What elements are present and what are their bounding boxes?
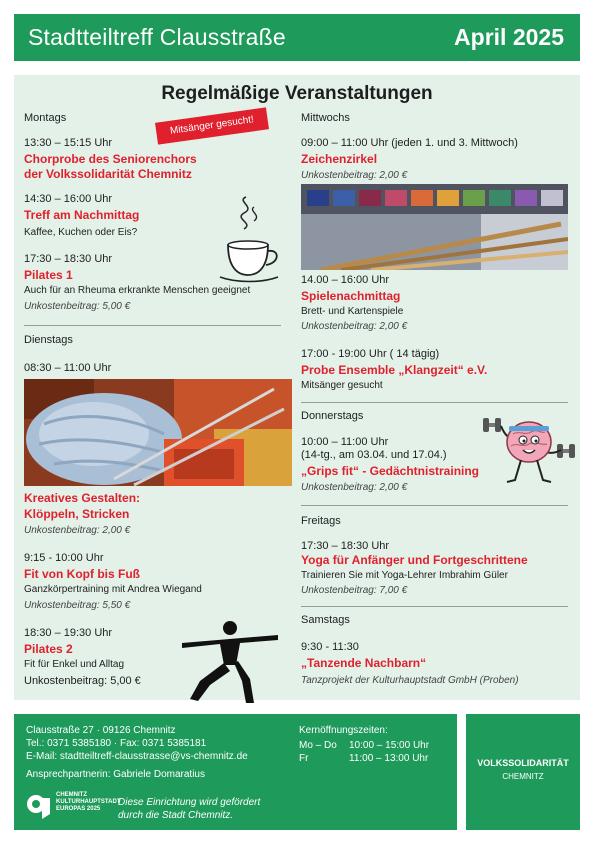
event-time: 17:30 – 18:30 Uhr bbox=[301, 540, 390, 552]
hours-time: 10:00 – 15:00 Uhr bbox=[349, 740, 430, 751]
event-time: 9:15 - 10:00 Uhr bbox=[24, 552, 104, 564]
knitting-photo bbox=[24, 379, 292, 486]
footer-phone: Tel.: 0371 5385180 · Fax: 0371 5385181 bbox=[26, 738, 207, 749]
chemnitz-logo-text: CHEMNITZ KULTURHAUPTSTADT EUROPAS 2025 bbox=[56, 792, 121, 812]
event-time: 09:00 – 11:00 Uhr (jeden 1. und 3. Mittwoch) bbox=[301, 137, 518, 149]
day-thursday: Donnerstags bbox=[301, 410, 364, 422]
event-desc: Brett- und Kartenspiele bbox=[301, 306, 404, 317]
event-desc: Kaffee, Kuchen oder Eis? bbox=[24, 227, 138, 238]
divider bbox=[301, 402, 568, 403]
volkssolidaritaet-logo: VOLKSSOLIDARITÄT bbox=[477, 758, 569, 768]
event-fee: Unkostenbeitrag: 2,00 € bbox=[301, 321, 408, 332]
event-title: Fit von Kopf bis Fuß bbox=[24, 567, 140, 581]
panel-title: Regelmäßige Veranstaltungen bbox=[161, 83, 433, 104]
event-time: 18:30 – 19:30 Uhr bbox=[24, 627, 113, 639]
event-time: 10:00 – 11:00 Uhr bbox=[301, 436, 389, 448]
divider bbox=[301, 505, 568, 506]
event-title: Yoga für Anfänger und Fortgeschrittene bbox=[301, 553, 528, 567]
hours-days: Fr bbox=[299, 753, 309, 764]
event-fee: Unkostenbeitrag: 5,00 € bbox=[24, 675, 141, 687]
paintbox-photo bbox=[301, 184, 568, 270]
event-title: Zeichenzirkel bbox=[301, 152, 378, 166]
hours-time: 11:00 – 13:00 Uhr bbox=[349, 753, 429, 764]
divider bbox=[301, 606, 568, 607]
hours-label: Kernöffnungszeiten: bbox=[299, 725, 388, 736]
stamp-badge: Mitsänger gesucht! bbox=[155, 107, 269, 144]
event-title: Chorprobe des Seniorenchors bbox=[24, 152, 197, 166]
events-panel bbox=[14, 75, 580, 700]
event-time: (14-tg., am 03.04. und 17.04.) bbox=[301, 449, 447, 461]
event-time: 08:30 – 11:00 Uhr bbox=[24, 362, 112, 374]
event-title: Spielenachmittag bbox=[301, 289, 401, 303]
event-title: Pilates 2 bbox=[24, 642, 73, 656]
footer-contact bbox=[14, 714, 457, 830]
day-monday: Montags bbox=[24, 112, 67, 124]
yoga-pose-icon bbox=[180, 619, 280, 705]
event-fee: Unkostenbeitrag: 2,00 € bbox=[301, 482, 408, 493]
funding-line: Diese Einrichtung wird gefördert bbox=[118, 797, 261, 808]
event-fee: Unkostenbeitrag: 5,50 € bbox=[24, 600, 131, 611]
event-fee: Tanzprojekt der Kulturhauptstadt GmbH (Proben) bbox=[301, 675, 519, 686]
event-time: 14:30 – 16:00 Uhr bbox=[24, 193, 113, 205]
coffee-cup-icon bbox=[216, 193, 288, 285]
day-tuesday: Dienstags bbox=[24, 334, 73, 346]
event-time: 17:00 - 19:00 Uhr ( 14 tägig) bbox=[301, 348, 440, 360]
event-title: Treff am Nachmittag bbox=[24, 208, 140, 222]
event-desc: Auch für an Rheuma erkrankte Menschen geeignet bbox=[24, 285, 251, 296]
event-title: Pilates 1 bbox=[24, 268, 73, 282]
event-title: Klöppeln, Stricken bbox=[24, 507, 130, 521]
volkssolidaritaet-city: CHEMNITZ bbox=[502, 772, 544, 781]
day-friday: Freitags bbox=[301, 515, 341, 527]
event-title: „Grips fit“ - Gedächtnistraining bbox=[301, 464, 480, 478]
header-bar bbox=[14, 14, 580, 61]
event-time: 9:30 - 11:30 bbox=[301, 641, 359, 653]
event-fee: Unkostenbeitrag: 2,00 € bbox=[301, 170, 408, 181]
footer-address: Clausstraße 27 · 09126 Chemnitz bbox=[26, 725, 176, 736]
hours-days: Mo – Do bbox=[299, 740, 337, 751]
footer-email[interactable]: E-Mail: stadtteiltreff-clausstrasse@vs-chemnitz.de bbox=[26, 751, 248, 762]
event-title: Kreatives Gestalten: bbox=[24, 491, 141, 505]
header-month: April 2025 bbox=[454, 24, 564, 50]
event-desc: Ganzkörpertraining mit Andrea Wiegand bbox=[24, 584, 202, 595]
event-title: Probe Ensemble „Klangzeit“ e.V. bbox=[301, 363, 488, 377]
event-title: der Volkssolidarität Chemnitz bbox=[24, 167, 192, 181]
event-desc: Trainieren Sie mit Yoga-Lehrer Imbrahim Güler bbox=[301, 570, 508, 581]
chemnitz-logo-icon bbox=[26, 792, 52, 820]
brain-fitness-icon bbox=[481, 410, 577, 490]
event-time: 13:30 – 15:15 Uhr bbox=[24, 137, 113, 149]
event-fee: Unkostenbeitrag: 7,00 € bbox=[301, 585, 408, 596]
day-wednesday: Mittwochs bbox=[301, 112, 350, 124]
event-desc: Mitsänger gesucht bbox=[301, 380, 383, 391]
event-fee: Unkostenbeitrag: 5,00 € bbox=[24, 301, 131, 312]
event-fee: Unkostenbeitrag: 2,00 € bbox=[24, 525, 131, 536]
divider bbox=[24, 325, 281, 326]
event-time: 17:30 – 18:30 Uhr bbox=[24, 253, 113, 265]
event-desc: Fit für Enkel und Alltag bbox=[24, 659, 125, 670]
event-time: 14.00 – 16:00 Uhr bbox=[301, 274, 390, 286]
event-title: „Tanzende Nachbarn“ bbox=[301, 656, 427, 670]
funding-line: durch die Stadt Chemnitz. bbox=[118, 810, 234, 821]
footer-contact-person: Ansprechpartnerin: Gabriele Domaratius bbox=[26, 769, 205, 780]
day-saturday: Samstags bbox=[301, 614, 350, 626]
header-title: Stadtteiltreff Clausstraße bbox=[28, 24, 286, 50]
footer-logo bbox=[466, 714, 580, 830]
